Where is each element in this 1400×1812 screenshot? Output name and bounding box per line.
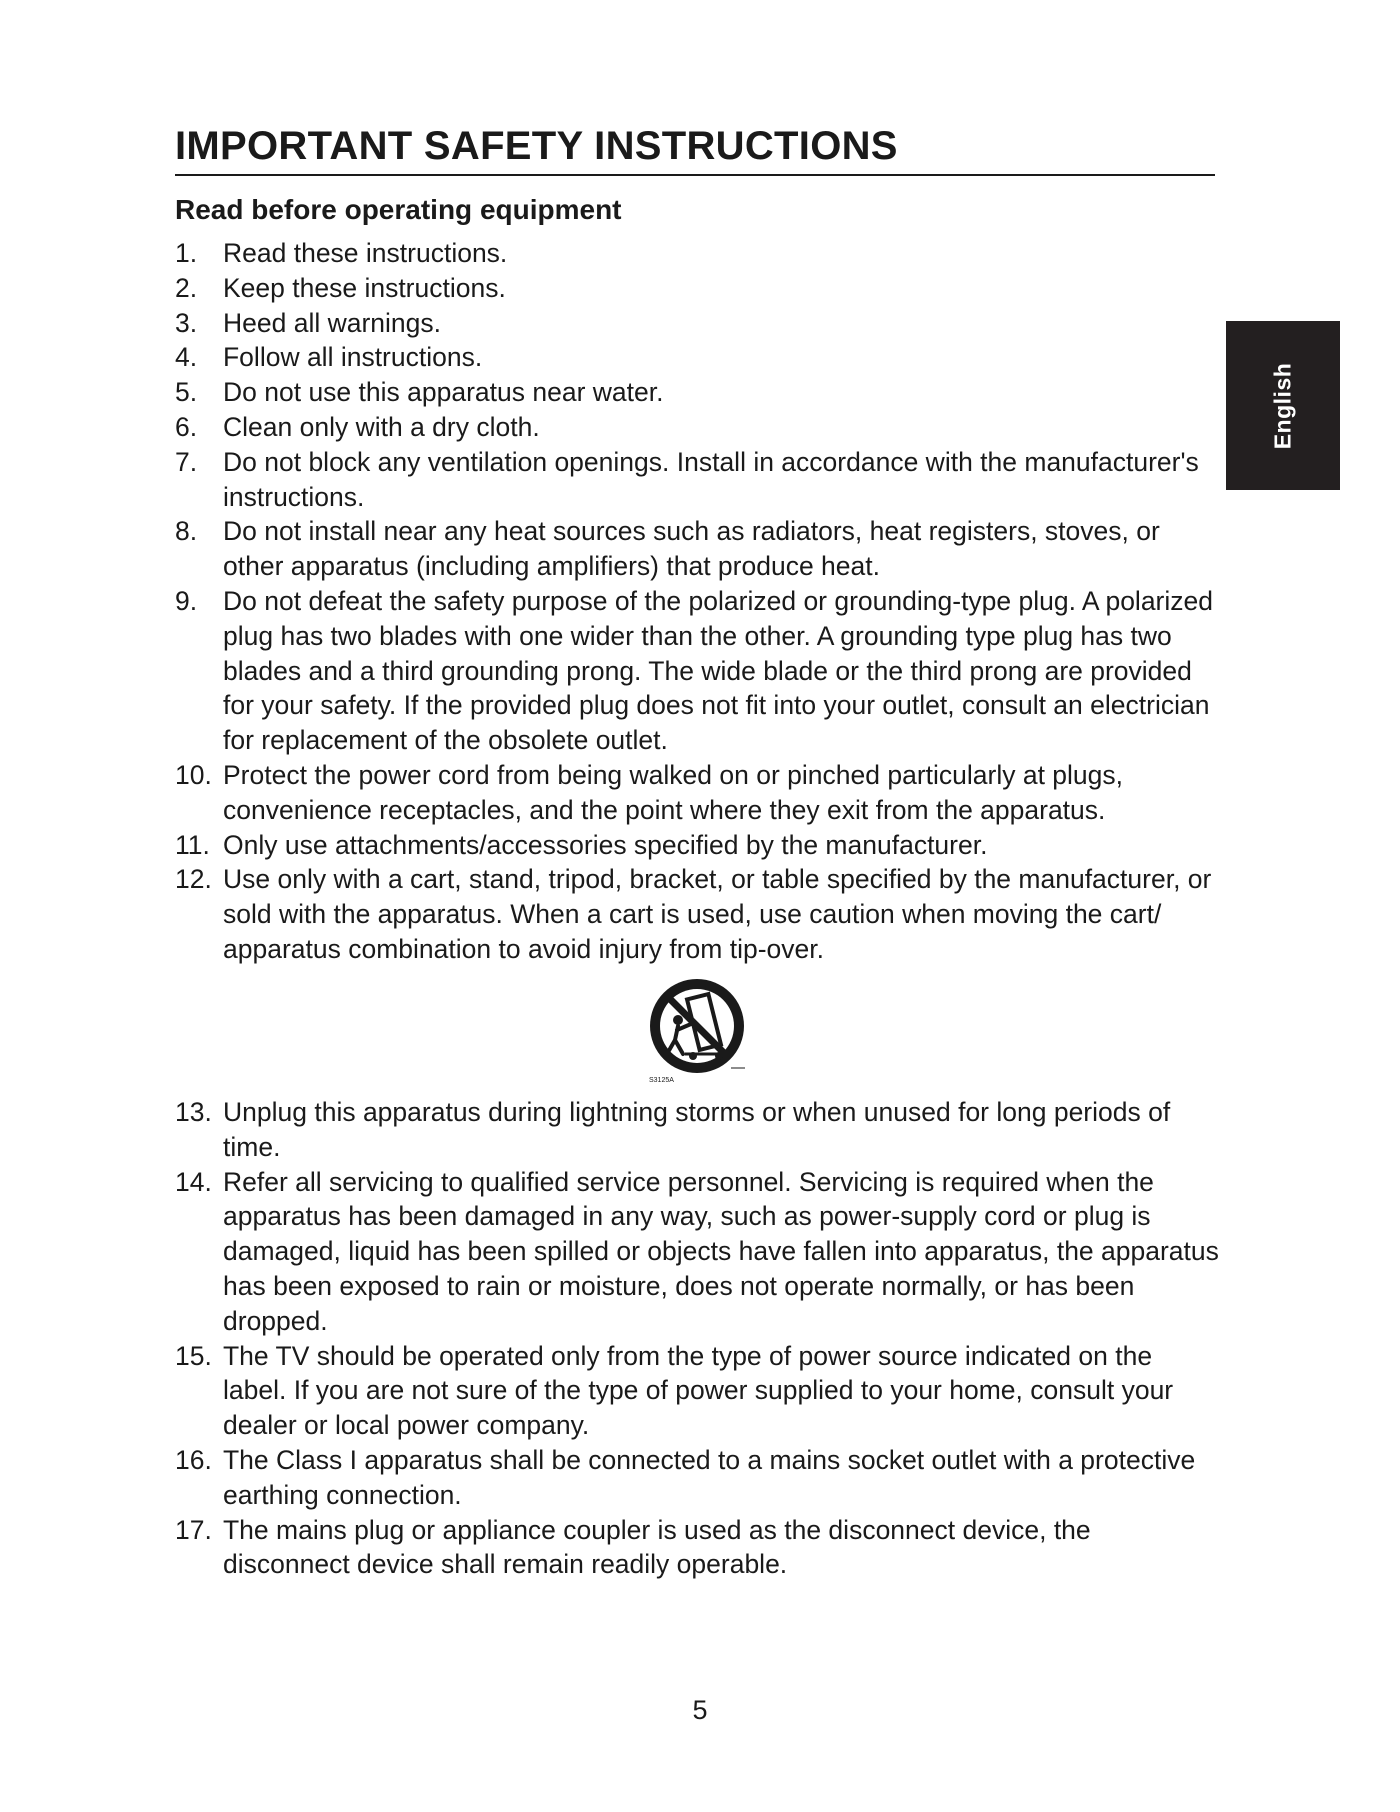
item-text: Read these instructions. xyxy=(223,238,508,268)
list-item xyxy=(175,410,1220,445)
cart-tip-over-warning-icon xyxy=(645,974,745,1086)
list-item xyxy=(175,758,1220,828)
list-item xyxy=(175,862,1220,966)
item-number: 10. xyxy=(175,759,212,790)
language-tab xyxy=(1226,321,1340,490)
list-item xyxy=(175,1443,1220,1513)
item-text: Only use attachments/accessories specified by the manufacturer. xyxy=(223,829,988,860)
page-title: IMPORTANT SAFETY INSTRUCTIONS xyxy=(175,122,1215,176)
item-number: 7. xyxy=(175,446,198,477)
item-text: Heed all warnings. xyxy=(223,307,442,338)
list-item xyxy=(175,445,1220,515)
instructions-list-part1 xyxy=(175,236,1220,967)
language-tab-label: English xyxy=(1269,362,1296,449)
list-item xyxy=(175,1165,1220,1339)
item-number: 2. xyxy=(175,272,198,303)
instructions-list-part2 xyxy=(175,1095,1220,1582)
list-item xyxy=(175,514,1220,584)
section-subtitle: Read before operating equipment xyxy=(175,194,622,225)
item-number: 12. xyxy=(175,864,212,895)
list-item xyxy=(175,1339,1220,1443)
item-text: Use only with a cart, stand, tripod, bracket, or table specified by the manufacturer, or sold with the apparatus. When a cart is used, use caution when moving the cart/ apparatus combination to avoid injury from tip-over. xyxy=(223,864,1212,964)
item-number: 8. xyxy=(175,516,198,547)
item-number: 1. xyxy=(175,238,198,268)
item-text: The mains plug or appliance coupler is used as the disconnect device, the disconnect device shall remain readily operable. xyxy=(223,1514,1091,1580)
item-text: Protect the power cord from being walked on or pinched particularly at plugs, convenience receptacles, and the point where they exit from the apparatus. xyxy=(223,759,1124,825)
list-item xyxy=(175,828,1220,863)
item-text: Do not install near any heat sources such as radiators, heat registers, stoves, or other apparatus (including amplifiers) that produce heat. xyxy=(223,516,1160,582)
figure-code: S3125A xyxy=(649,1077,674,1084)
page-number: 5 xyxy=(692,1695,708,1725)
cart-warning-symbol xyxy=(645,974,745,1086)
list-item xyxy=(175,1095,1220,1165)
list-item xyxy=(175,306,1220,341)
item-number: 3. xyxy=(175,307,198,338)
list-item xyxy=(175,584,1220,758)
item-number: 4. xyxy=(175,342,198,373)
item-text: The TV should be operated only from the type of power source indicated on the label. If you are not sure of the type of power supplied to your home, consult your dealer or local power company. xyxy=(223,1340,1174,1441)
item-text: Clean only with a dry cloth. xyxy=(223,411,540,442)
item-text: Do not block any ventilation openings. Install in accordance with the manufacturer's instructions. xyxy=(223,446,1199,512)
item-text: Do not defeat the safety purpose of the polarized or grounding-type plug. A polarized plug has two blades with one wider than the other. A grounding type plug has two blades and a third grounding prong. The wide blade or the third prong are provided for your safety. If the provided plug does not fit into your outlet, consult an electrician for replacement of the obsolete outlet. xyxy=(223,585,1213,756)
item-text: Follow all instructions. xyxy=(223,342,483,373)
item-number: 6. xyxy=(175,411,198,442)
list-item xyxy=(175,1513,1220,1583)
item-number: 16. xyxy=(175,1444,212,1475)
item-number: 17. xyxy=(175,1514,212,1545)
item-number: 13. xyxy=(175,1097,212,1127)
list-item xyxy=(175,271,1220,306)
item-number: 5. xyxy=(175,377,198,408)
item-number: 9. xyxy=(175,585,198,616)
item-text: Do not use this apparatus near water. xyxy=(223,377,664,408)
list-item xyxy=(175,340,1220,375)
list-item xyxy=(175,236,1220,271)
item-number: 15. xyxy=(175,1340,212,1371)
item-text: Keep these instructions. xyxy=(223,272,506,303)
item-text: Unplug this apparatus during lightning storms or when unused for long periods of time. xyxy=(223,1097,1171,1162)
item-text: Refer all servicing to qualified service personnel. Servicing is required when the apparatus has been damaged in any way, such as power-supply cord or plug is damaged, liquid has been spilled or objects have fallen into apparatus, the apparatus has been exposed to rain or moisture, does not operate normally, or has been dropped. xyxy=(223,1166,1219,1336)
list-item xyxy=(175,375,1220,410)
item-number: 14. xyxy=(175,1166,212,1197)
item-text: The Class I apparatus shall be connected to a mains socket outlet with a protective earthing connection. xyxy=(223,1444,1196,1510)
item-number: 11. xyxy=(175,829,210,860)
